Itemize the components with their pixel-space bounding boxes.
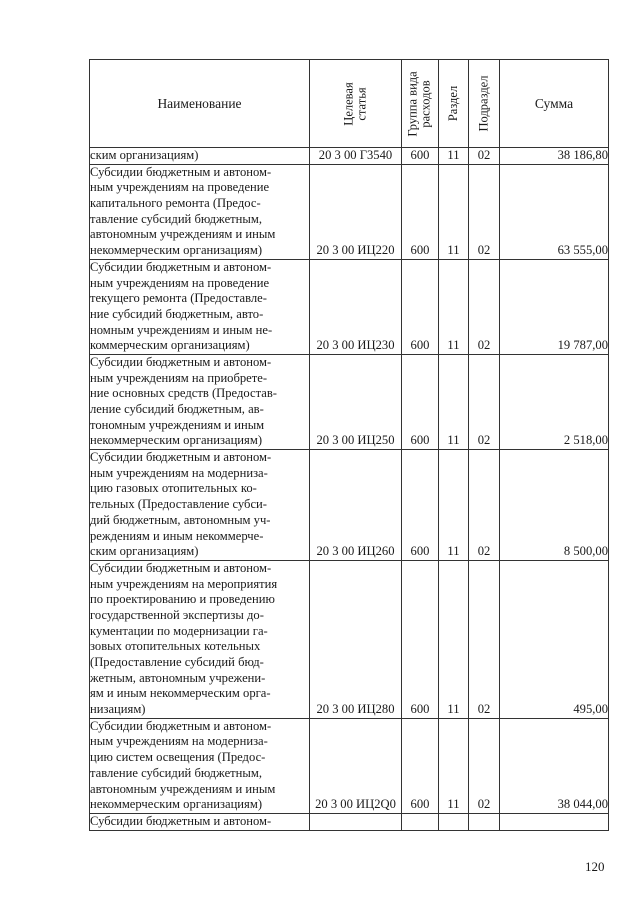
row-name-line: ление субсидий бюджетным, ав- — [90, 402, 264, 416]
row-name-line: ским организациям) — [90, 148, 199, 162]
row-name-line: некоммерческим организациям) — [90, 243, 263, 258]
row-name-line: коммерческим организациям) — [90, 338, 250, 353]
header-subsection-label: Подраздел — [476, 75, 491, 132]
row-name-line: цию газовых отопительных ко- — [90, 481, 257, 496]
row-name-line: автономным учреждениям и иным — [90, 781, 276, 796]
header-group-label: Группа вида расходов — [406, 70, 434, 137]
row-section-value: 11 — [447, 797, 460, 812]
row-sum — [500, 259, 609, 354]
row-name-cell — [90, 813, 310, 830]
header-target — [310, 60, 402, 148]
row-name-line: цию систем освещения (Предос- — [90, 750, 266, 765]
row-section — [439, 354, 469, 449]
row-expense-group-value: 600 — [410, 544, 430, 559]
row-target-code-value: 20 3 00 ИЦ230 — [316, 338, 395, 353]
row-target-code — [310, 560, 402, 718]
header-name: Наименование — [90, 60, 310, 148]
row-section — [439, 164, 469, 259]
row-name-line: Субсидии бюджетным и автоном- — [90, 450, 272, 465]
table-row — [90, 560, 609, 718]
row-name-line: некоммерческим организациям) — [90, 797, 263, 812]
row-expense-group-value: 600 — [410, 433, 430, 448]
row-sum-value: 63 555,00 — [557, 243, 608, 258]
row-target-code — [310, 813, 402, 830]
row-expense-group-value: 600 — [410, 148, 430, 162]
row-target-code-value: 20 3 00 Г3540 — [318, 148, 393, 162]
row-sum — [500, 560, 609, 718]
row-sum — [500, 813, 609, 830]
table-row — [90, 718, 609, 813]
page-number: 120 — [585, 859, 605, 874]
row-section-value: 11 — [447, 702, 460, 717]
row-expense-group — [402, 560, 439, 718]
row-name-line: ние основных средств (Предостав- — [90, 386, 277, 401]
row-sum — [500, 450, 609, 561]
row-name-line: текущего ремонта (Предоставле- — [90, 291, 267, 306]
row-subsection-value: 02 — [477, 148, 491, 162]
row-name-line: Субсидии бюджетным и автоном- — [90, 164, 272, 179]
row-name-line: ным учреждениям на проведение — [90, 275, 270, 290]
row-subsection — [469, 718, 500, 813]
row-expense-group-value: 600 — [410, 797, 430, 812]
row-name-line: ным учреждениям на модерниза- — [90, 734, 268, 749]
row-section-value: 11 — [447, 338, 460, 353]
row-name-line: реждениям и иным некоммерче- — [90, 528, 264, 543]
row-target-code-value — [310, 814, 401, 830]
row-expense-group — [402, 718, 439, 813]
row-subsection-value: 02 — [477, 797, 491, 812]
row-name-cell — [90, 718, 310, 813]
row-name-line: Субсидии бюджетным и автоном- — [90, 813, 272, 828]
row-sum-value: 38 186,80 — [557, 148, 608, 162]
row-subsection — [469, 164, 500, 259]
row-target-code-value: 20 3 00 ИЦ250 — [316, 433, 395, 448]
row-name-line: автономным учреждениям и иным — [90, 227, 276, 242]
row-name-line: Субсидии бюджетным и автоном- — [90, 259, 272, 274]
row-name-line: ным учреждениям на проведение — [90, 180, 270, 195]
row-expense-group — [402, 450, 439, 561]
row-name-cell — [90, 560, 310, 718]
budget-table — [89, 59, 609, 831]
row-target-code — [310, 259, 402, 354]
row-name-line: некоммерческим организациям) — [90, 433, 263, 448]
row-section — [439, 450, 469, 561]
row-expense-group — [402, 354, 439, 449]
header-section-label: Раздел — [446, 85, 461, 122]
table-row — [90, 164, 609, 259]
header-subsection — [469, 60, 500, 148]
row-name-line: ным учреждениям на приобрете- — [90, 370, 268, 385]
row-subsection-value: 02 — [477, 338, 491, 353]
header-section — [439, 60, 469, 148]
row-name-line: зовых отопительных котельных — [90, 639, 261, 654]
row-subsection — [469, 560, 500, 718]
row-expense-group — [402, 164, 439, 259]
row-expense-group-value: 600 — [410, 702, 430, 717]
row-expense-group-value — [402, 814, 438, 830]
row-sum-value: 2 518,00 — [563, 433, 608, 448]
row-name-line: тавление субсидий бюджетным, — [90, 211, 262, 226]
table-row — [90, 148, 609, 165]
row-target-code — [310, 718, 402, 813]
row-target-code-value: 20 3 00 ИЦ2Q0 — [315, 797, 396, 812]
row-section-value — [439, 814, 468, 830]
row-name-cell — [90, 148, 310, 165]
row-name-cell — [90, 164, 310, 259]
row-name-line: Субсидии бюджетным и автоном- — [90, 354, 272, 369]
row-name-line: жетным, автономным учрежени- — [90, 670, 266, 685]
row-subsection — [469, 450, 500, 561]
row-sum — [500, 718, 609, 813]
row-expense-group — [402, 813, 439, 830]
row-section — [439, 718, 469, 813]
row-subsection-value — [469, 814, 499, 830]
row-name-line: (Предоставление субсидий бюд- — [90, 655, 264, 669]
row-name-line: Субсидии бюджетным и автоном- — [90, 560, 272, 575]
row-target-code — [310, 354, 402, 449]
table-row — [90, 354, 609, 449]
row-sum-value: 19 787,00 — [557, 338, 608, 353]
row-name-line: дий бюджетным, автономным уч- — [90, 512, 271, 527]
row-sum — [500, 164, 609, 259]
row-subsection-value: 02 — [477, 433, 491, 448]
table-row — [90, 259, 609, 354]
row-expense-group — [402, 259, 439, 354]
row-sum-value — [500, 814, 608, 830]
row-section — [439, 813, 469, 830]
row-name-line: кументации по модернизации га- — [90, 623, 268, 638]
row-subsection — [469, 354, 500, 449]
row-name-line: ям и иным некоммерческим орга- — [90, 686, 271, 701]
row-name-line: ным учреждениям на модерниза- — [90, 465, 268, 480]
row-target-code — [310, 164, 402, 259]
row-subsection-value: 02 — [477, 243, 491, 258]
row-section — [439, 560, 469, 718]
row-target-code-value: 20 3 00 ИЦ260 — [316, 544, 395, 559]
row-subsection-value: 02 — [477, 702, 491, 717]
table-row — [90, 813, 609, 830]
row-name-line: ским организациям) — [90, 544, 199, 559]
row-section-value: 11 — [447, 433, 460, 448]
row-name-line: тельных (Предоставление субси- — [90, 497, 267, 512]
row-section-value: 11 — [447, 243, 460, 258]
row-subsection — [469, 813, 500, 830]
row-sum-value: 38 044,00 — [557, 797, 608, 812]
header-row — [90, 60, 609, 148]
row-name-line: по проектированию и проведению — [90, 592, 275, 607]
row-expense-group — [402, 148, 439, 165]
row-expense-group-value: 600 — [410, 243, 430, 258]
row-section — [439, 259, 469, 354]
row-section-value: 11 — [447, 148, 460, 162]
row-subsection — [469, 148, 500, 165]
row-sum — [500, 354, 609, 449]
row-name-cell — [90, 450, 310, 561]
row-subsection-value: 02 — [477, 544, 491, 559]
row-section — [439, 148, 469, 165]
row-target-code-value: 20 3 00 ИЦ220 — [316, 243, 395, 258]
row-target-code-value: 20 3 00 ИЦ280 — [316, 702, 395, 717]
header-target-label: Целевая статья — [341, 81, 369, 126]
row-sum-value: 8 500,00 — [563, 544, 608, 559]
row-target-code — [310, 148, 402, 165]
row-name-line: тавление субсидий бюджетным, — [90, 765, 262, 780]
row-name-line: Субсидии бюджетным и автоном- — [90, 718, 272, 733]
row-sum — [500, 148, 609, 165]
row-name-cell — [90, 354, 310, 449]
row-subsection — [469, 259, 500, 354]
row-name-line: ние субсидий бюджетным, авто- — [90, 306, 264, 321]
row-name-line: капитального ремонта (Предос- — [90, 196, 261, 211]
table-row — [90, 450, 609, 561]
table-body — [90, 148, 609, 831]
row-name-line: низациям) — [90, 702, 146, 717]
row-name-line: номным учреждениям и иным не- — [90, 322, 273, 337]
row-name-line: ным учреждениям на мероприятия — [90, 576, 278, 591]
row-name-line: государственной экспертизы до- — [90, 607, 264, 622]
header-group — [402, 60, 439, 148]
row-expense-group-value: 600 — [410, 338, 430, 353]
row-target-code — [310, 450, 402, 561]
row-sum-value: 495,00 — [573, 702, 608, 717]
row-name-line: тономным учреждениям и иным — [90, 417, 265, 432]
header-sum: Сумма — [500, 60, 609, 148]
row-name-cell — [90, 259, 310, 354]
row-section-value: 11 — [447, 544, 460, 559]
